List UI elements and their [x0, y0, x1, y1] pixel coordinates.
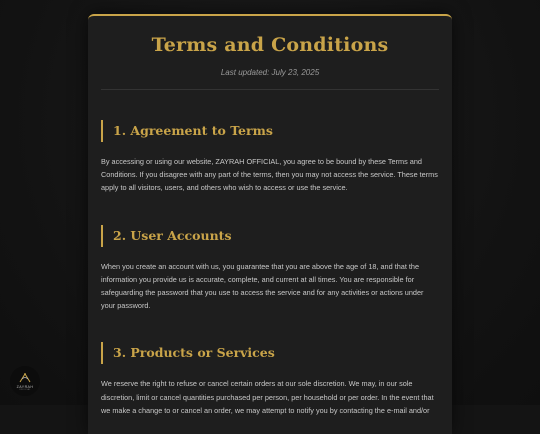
logo-subtext: OFFICIAL [19, 388, 31, 391]
zayrah-monogram-icon [18, 372, 32, 384]
section-heading: 3. Products or Services [101, 342, 439, 364]
section-agreement [101, 120, 439, 195]
logo-text: ZAYRAH [16, 384, 34, 389]
terms-card [88, 14, 452, 434]
section-body: We reserve the right to refuse or cancel certain orders at our sole discretion. We may, in our sole discretion, limit or cancel quantities purchased per person, per household or per order. In the event that we make a change to or cancel an order, we may attempt to notify you by contacting the e-mail and/or [101, 379, 434, 415]
section-heading: 1. Agreement to Terms [101, 120, 439, 142]
section-heading: 2. User Accounts [101, 225, 439, 247]
section-body: When you create an account with us, you guarantee that you are above the age of 18, and that the information you provide us is accurate, complete, and current at all times. You are responsible for safeguarding the password that you use to access the service and for any activities or actions under your password. [101, 261, 424, 311]
terms-header [101, 16, 439, 90]
section-products [101, 342, 439, 417]
section-user-accounts [101, 225, 439, 313]
last-updated-text: Last updated: July 23, 2025 [220, 68, 320, 77]
section-body: By accessing or using our website, ZAYRAH OFFICIAL, you agree to be bound by these Terms and Conditions. If you disagree with any part of the terms, then you may not access the service. These terms apply to all visitors, users, and others who wish to access or use the service. [101, 157, 438, 193]
zayrah-logo[interactable] [10, 366, 40, 396]
page-title: Terms and Conditions [151, 34, 389, 56]
